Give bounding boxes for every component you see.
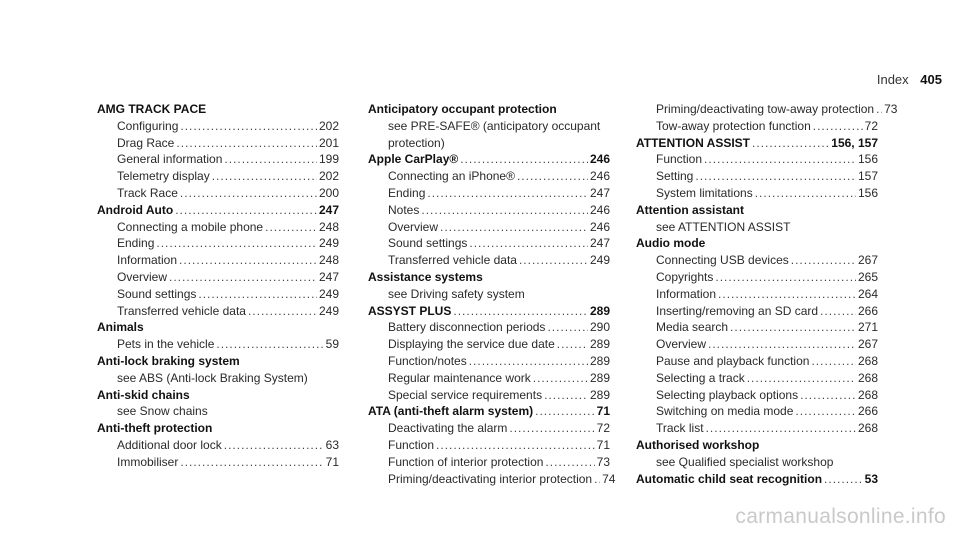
dot-leader bbox=[460, 151, 588, 168]
entry-text: Media search bbox=[656, 320, 729, 335]
index-subentry bbox=[97, 454, 339, 471]
page-reference: 289 bbox=[589, 303, 610, 318]
page-reference: 267 bbox=[857, 253, 878, 268]
index-subentry bbox=[368, 202, 610, 219]
page-reference: 71 bbox=[596, 404, 610, 419]
page-reference: 248 bbox=[318, 219, 339, 234]
dot-leader bbox=[421, 202, 588, 219]
entry-text: Additional door lock bbox=[117, 437, 222, 452]
page-reference: 266 bbox=[857, 404, 878, 419]
dot-leader bbox=[509, 420, 594, 437]
dot-leader bbox=[747, 370, 856, 387]
page-reference: 202 bbox=[318, 118, 339, 133]
index-heading: Anti-lock braking system bbox=[97, 353, 240, 368]
index-column-2 bbox=[368, 101, 616, 487]
index-subentry bbox=[636, 319, 878, 336]
page-reference: 246 bbox=[589, 202, 610, 217]
index-heading bbox=[636, 135, 878, 152]
index-subentry bbox=[368, 319, 610, 336]
entry-text: Priming/deactivating interior protection bbox=[388, 471, 593, 486]
entry-text: System limitations bbox=[656, 185, 753, 200]
entry-text: ASSYST PLUS bbox=[368, 303, 452, 318]
index-subentry bbox=[636, 403, 878, 420]
dot-leader bbox=[216, 336, 323, 353]
entry-text: Priming/deactivating tow-away protection bbox=[656, 102, 875, 116]
dot-leader bbox=[469, 353, 588, 370]
entry-text: Special service requirements bbox=[388, 387, 543, 402]
index-subentry bbox=[97, 168, 339, 185]
index-subentry bbox=[97, 235, 339, 252]
page-reference: 157 bbox=[857, 169, 878, 184]
page-reference: 53 bbox=[864, 471, 878, 486]
dot-leader bbox=[212, 168, 317, 185]
entry-text: Pause and playback function bbox=[656, 353, 810, 368]
entry-text: Connecting a mobile phone bbox=[117, 219, 264, 234]
page-reference: 247 bbox=[318, 269, 339, 284]
dot-leader bbox=[544, 387, 588, 404]
index-subentry bbox=[636, 118, 878, 135]
dot-leader bbox=[547, 319, 588, 336]
page-reference: 289 bbox=[589, 387, 610, 402]
page-reference: 249 bbox=[589, 253, 610, 268]
page-reference: 268 bbox=[857, 421, 878, 436]
entry-text: Overview bbox=[388, 219, 439, 234]
entry-text: Inserting/removing an SD card bbox=[656, 303, 819, 318]
index-subentry bbox=[97, 437, 339, 454]
index-subentry bbox=[368, 185, 610, 202]
dot-leader bbox=[175, 202, 317, 219]
index-subentry bbox=[97, 269, 339, 286]
dot-leader bbox=[791, 252, 856, 269]
index-subentry bbox=[97, 303, 339, 320]
page-reference: 290 bbox=[589, 320, 610, 335]
index-heading: Animals bbox=[97, 320, 144, 335]
entry-text: Tow-away protection function bbox=[656, 118, 811, 133]
index-heading bbox=[97, 202, 339, 219]
page-reference: 268 bbox=[857, 387, 878, 402]
entry-text: Immobiliser bbox=[117, 454, 179, 469]
page-reference: 202 bbox=[318, 169, 339, 184]
page-header bbox=[877, 72, 942, 87]
entry-text: Selecting playback options bbox=[656, 387, 799, 402]
entry-text: Track list bbox=[656, 421, 704, 436]
index-heading: Assistance systems bbox=[368, 269, 483, 284]
index-heading bbox=[368, 403, 610, 420]
entry-text: Track Race bbox=[117, 185, 178, 200]
index-subentry bbox=[636, 185, 878, 202]
dot-leader bbox=[224, 151, 317, 168]
dot-leader bbox=[517, 168, 588, 185]
index-subentry bbox=[368, 420, 610, 437]
dot-leader bbox=[795, 403, 856, 420]
dot-leader bbox=[180, 118, 317, 135]
page-reference: 267 bbox=[857, 337, 878, 352]
entry-text: Connecting USB devices bbox=[656, 253, 789, 268]
entry-text: Automatic child seat recognition bbox=[636, 471, 823, 486]
index-subentry bbox=[636, 101, 898, 118]
entry-text: Function bbox=[388, 437, 435, 452]
index-subentry bbox=[368, 353, 610, 370]
entry-text: Regular maintenance work bbox=[388, 370, 531, 385]
index-subentry bbox=[636, 370, 878, 387]
entry-text: General information bbox=[117, 152, 223, 167]
index-see-reference: see Qualified specialist workshop bbox=[656, 454, 834, 469]
dot-leader bbox=[695, 168, 856, 185]
index-subentry bbox=[368, 471, 616, 488]
index-subentry bbox=[97, 151, 339, 168]
entry-text: Selecting a track bbox=[656, 370, 745, 385]
page-reference: 74 bbox=[602, 471, 616, 486]
dot-leader bbox=[800, 387, 856, 404]
index-subentry bbox=[368, 168, 610, 185]
entry-text: Copyrights bbox=[656, 269, 714, 284]
page-reference: 265 bbox=[857, 269, 878, 284]
page-reference: 200 bbox=[318, 185, 339, 200]
dot-leader bbox=[545, 454, 594, 471]
page-reference: 268 bbox=[857, 370, 878, 385]
dot-leader bbox=[427, 185, 588, 202]
index-subentry bbox=[97, 118, 339, 135]
index-subentry bbox=[368, 370, 610, 387]
index-see-reference: see ABS (Anti-lock Braking System) bbox=[117, 370, 308, 385]
index-subentry bbox=[636, 353, 878, 370]
entry-text: Apple CarPlay® bbox=[368, 152, 459, 167]
index-subentry bbox=[97, 336, 339, 353]
page-reference: 289 bbox=[589, 370, 610, 385]
index-heading: Anticipatory occupant protection bbox=[368, 102, 557, 116]
index-subentry bbox=[636, 286, 878, 303]
index-subentry bbox=[368, 336, 610, 353]
entry-text: ATTENTION ASSIST bbox=[636, 135, 750, 150]
dot-leader bbox=[811, 353, 856, 370]
index-subentry bbox=[636, 387, 878, 404]
dot-leader bbox=[535, 403, 595, 420]
index-column-3 bbox=[636, 101, 898, 487]
page-reference: 289 bbox=[589, 353, 610, 368]
dot-leader bbox=[198, 286, 317, 303]
index-subentry bbox=[97, 286, 339, 303]
entry-text: Function bbox=[656, 152, 703, 167]
entry-text: Configuring bbox=[117, 118, 179, 133]
watermark: carmanualsonline.info bbox=[735, 505, 946, 528]
index-subentry bbox=[97, 185, 339, 202]
index-column-1 bbox=[97, 101, 339, 471]
index-subentry bbox=[636, 151, 878, 168]
dot-leader bbox=[755, 185, 856, 202]
entry-text: Setting bbox=[656, 169, 694, 184]
entry-text: Battery disconnection periods bbox=[388, 320, 546, 335]
index-heading: Audio mode bbox=[636, 236, 706, 251]
index-see-reference: see ATTENTION ASSIST bbox=[656, 219, 791, 234]
entry-text: Notes bbox=[388, 202, 420, 217]
entry-text: Function of interior protection bbox=[388, 454, 544, 469]
dot-leader bbox=[718, 286, 856, 303]
dot-leader bbox=[820, 303, 856, 320]
dot-leader bbox=[824, 471, 863, 488]
entry-text: Deactivating the alarm bbox=[388, 421, 508, 436]
index-heading: Attention assistant bbox=[636, 202, 745, 217]
entry-text: Sound settings bbox=[388, 236, 468, 251]
dot-leader bbox=[176, 135, 317, 152]
page-reference: 246 bbox=[589, 219, 610, 234]
page-reference: 268 bbox=[857, 353, 878, 368]
page-reference: 156 bbox=[857, 185, 878, 200]
index-subentry bbox=[368, 454, 610, 471]
dot-leader bbox=[180, 454, 323, 471]
page-reference: 247 bbox=[318, 202, 339, 217]
page-reference: 247 bbox=[589, 185, 610, 200]
index-subentry bbox=[636, 168, 878, 185]
dot-leader bbox=[179, 252, 317, 269]
index-heading: Anti-skid chains bbox=[97, 387, 190, 402]
dot-leader bbox=[752, 135, 829, 152]
dot-leader bbox=[594, 471, 600, 488]
entry-text: Connecting an iPhone® bbox=[388, 169, 515, 184]
dot-leader bbox=[248, 303, 317, 320]
entry-text: Drag Race bbox=[117, 135, 175, 150]
entry-text: ATA (anti-theft alarm system) bbox=[368, 404, 534, 419]
dot-leader bbox=[440, 219, 588, 236]
entry-text: Function/notes bbox=[388, 353, 467, 368]
index-subentry bbox=[97, 135, 339, 152]
entry-text: Ending bbox=[117, 236, 155, 251]
index-heading: AMG TRACK PACE bbox=[97, 102, 207, 116]
index-heading: Authorised workshop bbox=[636, 437, 760, 452]
index-subentry bbox=[636, 303, 878, 320]
index-subentry bbox=[97, 219, 339, 236]
page-reference: 156 bbox=[857, 152, 878, 167]
entry-text: Sound settings bbox=[117, 286, 197, 301]
dot-leader bbox=[453, 303, 588, 320]
index-heading bbox=[368, 151, 610, 168]
entry-text: Overview bbox=[656, 337, 707, 352]
page-reference: 156, 157 bbox=[831, 135, 878, 150]
entry-text: Ending bbox=[388, 185, 426, 200]
page-reference: 249 bbox=[318, 303, 339, 318]
page-reference: 266 bbox=[857, 303, 878, 318]
index-see-reference: see Driving safety system bbox=[388, 286, 525, 301]
dot-leader bbox=[519, 252, 588, 269]
index-subentry bbox=[368, 252, 610, 269]
index-see-reference: see PRE-SAFE® (anticipatory occupant protection) bbox=[388, 118, 601, 150]
index-heading bbox=[368, 303, 610, 320]
page-reference: 248 bbox=[318, 253, 339, 268]
entry-text: Information bbox=[656, 286, 717, 301]
index-subentry bbox=[636, 336, 878, 353]
entry-text: Pets in the vehicle bbox=[117, 337, 215, 352]
dot-leader bbox=[876, 101, 882, 118]
page-reference: 201 bbox=[318, 135, 339, 150]
dot-leader bbox=[180, 185, 317, 202]
page-reference: 72 bbox=[596, 421, 610, 436]
index-label: Index bbox=[876, 72, 909, 87]
page-reference: 289 bbox=[589, 337, 610, 352]
index-subentry bbox=[368, 219, 610, 236]
index-heading bbox=[636, 471, 878, 488]
page-reference: 249 bbox=[318, 236, 339, 251]
dot-leader bbox=[156, 235, 317, 252]
page-reference: 199 bbox=[318, 152, 339, 167]
dot-leader bbox=[224, 437, 324, 454]
index-subentry bbox=[368, 387, 610, 404]
entry-text: Transferred vehicle data bbox=[117, 303, 246, 318]
page-reference: 246 bbox=[589, 169, 610, 184]
page-reference: 73 bbox=[596, 454, 610, 469]
entry-text: Displaying the service due date bbox=[388, 337, 555, 352]
page-reference: 72 bbox=[864, 118, 878, 133]
page-reference: 63 bbox=[325, 437, 339, 452]
index-subentry bbox=[636, 252, 878, 269]
page-reference: 264 bbox=[857, 286, 878, 301]
dot-leader bbox=[708, 336, 856, 353]
index-subentry bbox=[636, 269, 878, 286]
index-heading: Anti-theft protection bbox=[97, 421, 213, 436]
index-subentry bbox=[636, 420, 878, 437]
page-reference: 71 bbox=[325, 454, 339, 469]
dot-leader bbox=[704, 151, 856, 168]
page-reference: 271 bbox=[857, 320, 878, 335]
entry-text: Switching on media mode bbox=[656, 404, 794, 419]
index-subentry bbox=[368, 235, 610, 252]
dot-leader bbox=[436, 437, 595, 454]
page-reference: 71 bbox=[596, 437, 610, 452]
entry-text: Android Auto bbox=[97, 202, 174, 217]
dot-leader bbox=[730, 319, 856, 336]
dot-leader bbox=[813, 118, 863, 135]
dot-leader bbox=[469, 235, 588, 252]
page-number: 405 bbox=[920, 72, 942, 87]
page-reference: 249 bbox=[318, 286, 339, 301]
entry-text: Telemetry display bbox=[117, 169, 210, 184]
dot-leader bbox=[169, 269, 317, 286]
dot-leader bbox=[533, 370, 588, 387]
index-subentry bbox=[97, 252, 339, 269]
index-subentry bbox=[368, 437, 610, 454]
index-see-reference: see Snow chains bbox=[117, 404, 208, 419]
dot-leader bbox=[706, 420, 856, 437]
page-reference: 59 bbox=[325, 337, 339, 352]
dot-leader bbox=[715, 269, 856, 286]
dot-leader bbox=[557, 336, 588, 353]
page-reference: 247 bbox=[589, 236, 610, 251]
entry-text: Overview bbox=[117, 269, 168, 284]
page-reference: 73 bbox=[884, 102, 898, 116]
dot-leader bbox=[265, 219, 317, 236]
entry-text: Transferred vehicle data bbox=[388, 253, 517, 268]
entry-text: Information bbox=[117, 253, 178, 268]
page-reference: 246 bbox=[589, 152, 610, 167]
